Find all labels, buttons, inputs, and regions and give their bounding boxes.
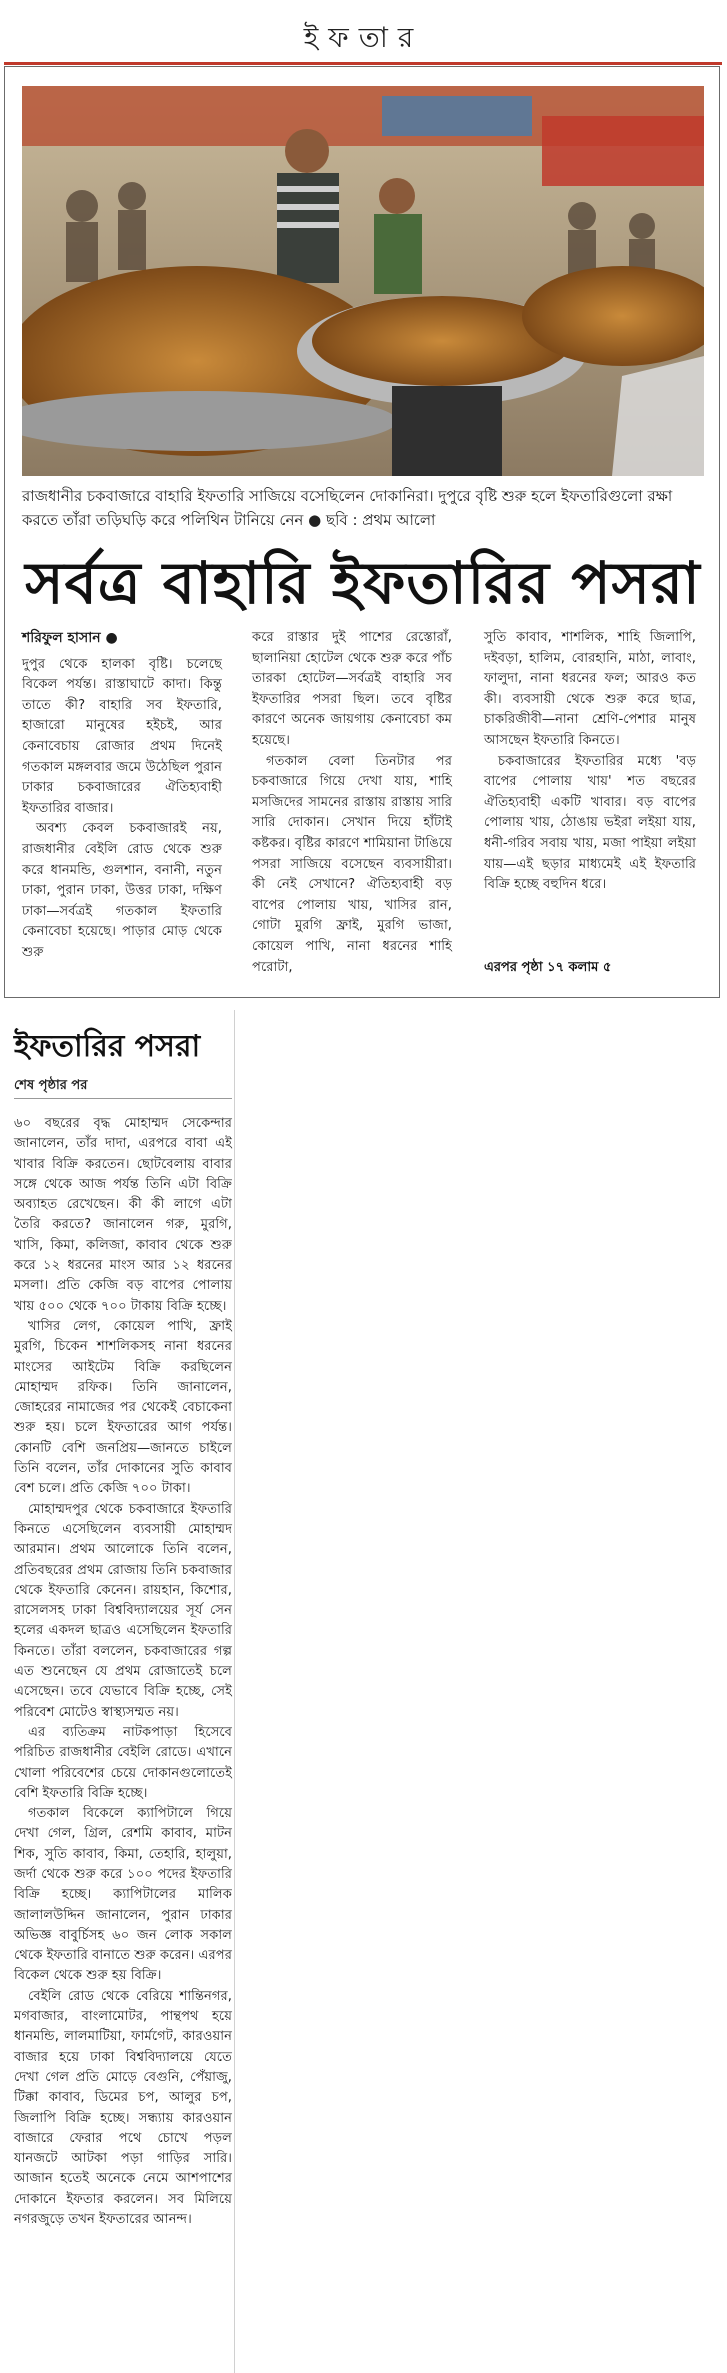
continuation-rule [14,1098,232,1099]
header-rule [4,62,722,65]
paragraph: খাসির লেগ, কোয়েল পাখি, ফ্রাই মুরগি, চিকেন শাশলিকসহ নানা ধরনের মাংসের আইটেম বিক্রি করছিলেন মোহাম্মদ রফিক। তিনি জানালেন, জোহরের নামাজের পর থেকেই বেচাকেনা শুরু হয়। চলে ইফতারের আগ পর্যন্ত। কোনটি বেশি জনপ্রিয়—জানতে চাইলে তিনি বলেন, তাঁর দোকানের সুতি কাবাব বেশ চলে। প্রতি কেজি ৭০০ টাকা। [14,1318,232,1497]
jump-link: এরপর পৃষ্ঠা ১৭ কলাম ৫ [484,960,612,975]
section-header: ইফতার [303,21,424,54]
article-column-1 [22,628,222,964]
headline: সর্বত্র বাহারি ইফতারির পসরা [25,549,701,617]
photo-bazaar-icon [22,86,704,476]
article-column-3 [484,628,696,896]
column-divider [234,1010,235,2373]
paragraph: ৬০ বছরের বৃদ্ধ মোহাম্মদ সেকেন্দার জানালেন, তাঁর দাদা, এরপরে বাবা এই খাবার বিক্রি করতেন। ছোটবেলায় বাবার সঙ্গে থেকে আজ পর্যন্ত তিনি এটা বিক্রি অব্যাহত রেখেছেন। কী কী লাগে এটা তৈরি করতে? জানালেন গরু, মুরগি, খাসি, কিমা, কলিজা, কাবাব থেকে শুরু করে ১২ ধরনের মাংস আর ১২ ধরনের মসলা। প্রতি কেজি বড় বাপের পোলায় খায় ৫০০ থেকে ৭০০ টাকায় বিক্রি হচ্ছে। [14,1116,232,1314]
paragraph: মোহাম্মদপুর থেকে চকবাজারে ইফতারি কিনতে এসেছিলেন ব্যবসায়ী মোহাম্মদ আরমান। প্রথম আলোকে তিনি বলেন, প্রতিবছরের প্রথম রোজায় তিনি চকবাজার থেকে ইফতারি কেনেন। রায়হান, কিশোর, রাসেলসহ ঢাকা বিশ্ববিদ্যালয়ের সূর্য সেন হলের একদল ছাত্রও এসেছিলেন ইফতারি কিনতে। তাঁরা বললেন, চকবাজারের গল্প এত শুনেছেন যে প্রথম রোজাতেই চলে এসেছেন। তবে যেভাবে বিক্রি হচ্ছে, সেই পরিবেশ মোটেও স্বাস্থ্যসম্মত নয়। [14,1501,232,1720]
byline: শরিফুল হাসান ● [22,630,118,646]
paragraph: এর ব্যতিক্রম নাটকপাড়া হিসেবে পরিচিত রাজধানীর বেইলি রোডে। এখানে খোলা পরিবেশের চেয়ে দোকানগুলোতেই বেশি ইফতারি বিক্রি হচ্ছে। [14,1724,232,1801]
continuation-column [14,1114,232,2230]
continuation-subtitle: শেষ পৃষ্ঠার পর [14,1078,88,1093]
paragraph: বেইলি রোড থেকে বেরিয়ে শান্তিনগর, মগবাজার, বাংলামোটর, পান্থপথ হয়ে ধানমন্ডি, লালমাটিয়া, ফার্মগেট, কারওয়ান বাজার হয়ে ঢাকা বিশ্ববিদ্যালয়ে যেতে দেখা গেল প্রতি মোড়ে বেগুনি, পেঁয়াজু, টিক্কা কাবাব, ডিমের চপ, আলুর চপ, জিলাপি বিক্রি হচ্ছে। সন্ধ্যায় কারওয়ান বাজারে ফেরার পথে চোখে পড়ল যানজটে আটকা পড়া গাড়ির সারি। আজান হতেই অনেকে নেমে আশপাশের দোকানে ইফতার করলেন। সব মিলিয়ে নগরজুড়ে তখন ইফতারের আনন্দ। [14,1988,232,2228]
paragraph: দুপুর থেকে হালকা বৃষ্টি। চলেছে বিকেল পর্যন্ত। রাস্তাঘাটে কাদা। কিন্তু তাতে কী? বাহারি সব ইফতারি, হাজারো মানুষের হইচই, আর কেনাবেচায় রোজার প্রথম দিনেই গতকাল মঙ্গলবার জমে উঠেছিল পুরান ঢাকার চকবাজারের ঐতিহ্যবাহী ইফতারির বাজার। [22,656,222,816]
paragraph: গতকাল বিকেলে ক্যাপিটালে গিয়ে দেখা গেল, গ্রিল, রেশমি কাবাব, মাটন শিক, সুতি কাবাব, কিমা, তেহারি, হালুয়া, জর্দা থেকে শুরু করে ১০০ পদের ইফতারি বিক্রি হচ্ছে। ক্যাপিটালের মালিক জালালউদ্দিন জানালেন, পুরান ঢাকার অভিজ্ঞ বাবুর্চিসহ ৬০ জন লোক সকাল থেকে ইফতারি বানাতে শুরু করেন। এরপর বিকেল থেকে শুরু হয় বিক্রি। [14,1806,233,1984]
paragraph: অবশ্য কেবল চকবাজারই নয়, রাজধানীর বেইলি রোড থেকে শুরু করে ধানমন্ডি, গুলশান, বনানী, নতুন ঢাকা, পুরান ঢাকা, উত্তর ঢাকা, দক্ষিণ ঢাকা—সর্বত্রই গতকাল ইফতারি কেনাবেচা হয়েছে। পাড়ার মোড় থেকে শুরু [22,821,222,960]
paragraph: চকবাজারের ইফতারির মধ্যে 'বড় বাপের পোলায় খায়' শত বছরের ঐতিহ্যবাহী একটি খাবার। বড় বাপের পোলায় খায়, ঠোঙায় ভইরা লইয়া যায়, ধনী-গরিব সবায় খায়, মজা পাইয়া লইয়া যায়—এই ছড়ার মাধ্যমেই এই ইফতারি বিক্রি হচ্ছে বহুদিন ধরে। [484,753,696,893]
paragraph: সুতি কাবাব, শাশলিক, শাহি জিলাপি, দইবড়া, হালিম, বোরহানি, মাঠা, লাবাং, ফালুদা, নানা ধরনের ফল; আরও কত কী। ব্যবসায়ী থেকে শুরু করে ছাত্র, চাকরিজীবী—নানা শ্রেণি-পেশার মানুষ আসছেন ইফতারি কিনতে। [484,630,696,748]
photo-caption: রাজধানীর চকবাজারে বাহারি ইফতারি সাজিয়ে বসেছিলেন দোকানিরা। দুপুরে বৃষ্টি শুরু হলে ইফতারিগুলো রক্ষা করতে তাঁরা তড়িঘড়ি করে পলিথিন টানিয়ে নেন ● ছবি : প্রথম আলো [22,487,673,529]
paragraph: গতকাল বেলা তিনটার পর চকবাজারে গিয়ে দেখা যায়, শাহি মসজিদের সামনের রাস্তায় রাস্তায় সারি সারি দোকান। সেখান দিয়ে হাঁটাই কষ্টকর। বৃষ্টির কারণে শামিয়ানা টাঙিয়ে পসরা সাজিয়ে বসেছেন ব্যবসায়ীরা। কী নেই সেখানে? ঐতিহ্যবাহী বড় বাপের পোলায় খায়, খাসির রান, গোটা মুরগি ফ্রাই, মুরগি ভাজা, কোয়েল পাখি, নানা ধরনের শাহি পরোটা, [252,753,452,975]
paragraph: করে রাস্তার দুই পাশের রেস্তোরাঁ, ছালানিয়া হোটেল থেকে শুরু করে পাঁচ তারকা হোটেল—সর্বত্রই বাহারি সব ইফতারির পসরা ছিল। তবে বৃষ্টির কারণে অনেক জায়গায় কেনাবেচা কম হয়েছে। [252,630,452,748]
article-column-2 [252,628,452,978]
continuation-title: ইফতারির পসরা [14,1029,201,1064]
